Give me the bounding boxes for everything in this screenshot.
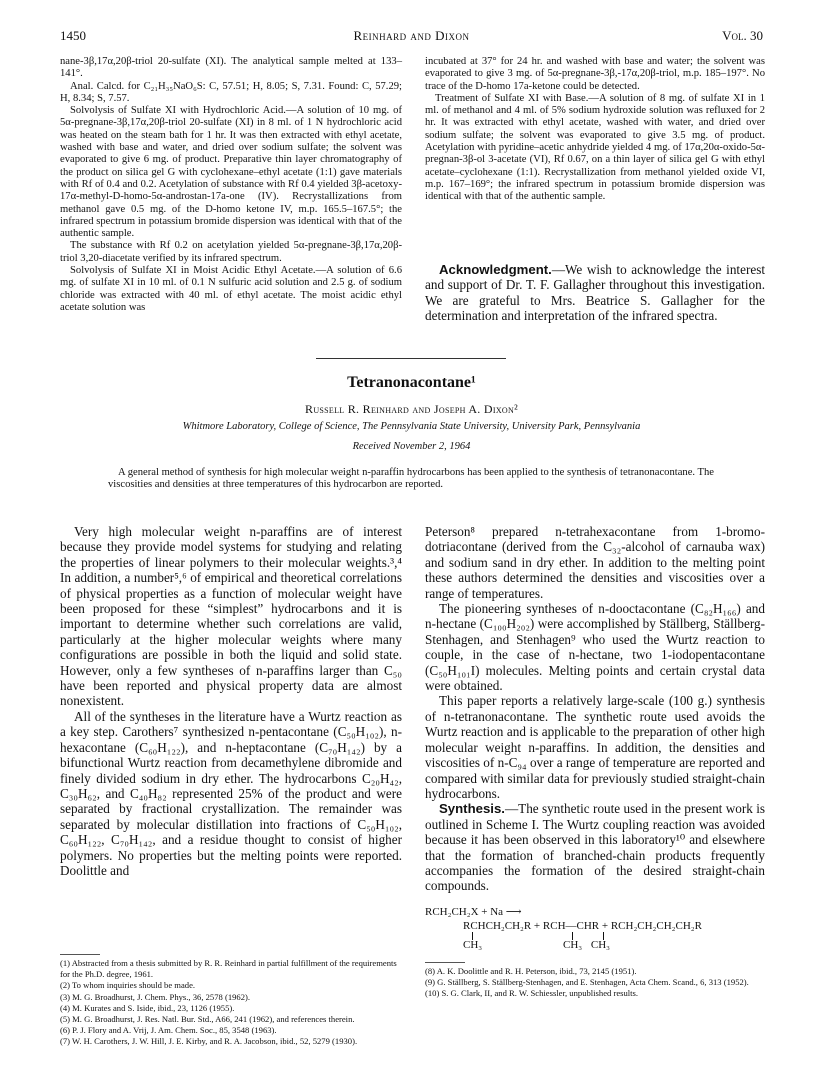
reaction-scheme [425, 906, 765, 952]
footnote: (10) S. G. Clark, II, and R. W. Schiessler, unpublished results. [425, 988, 639, 999]
body-paragraph: Very high molecular weight n-paraffins are of interest because they provide model systems for studying and relating the properties of linear polymers to their molecular weights.³,⁴ In addition, a number⁵,⁶ of empirical and theoretical correlations of physical properties as a function of molecular weight have been proposed for these “simplest” hydrocarbons and it is important to determine whether such correlations are valid, particularly at the higher molecular weights where many configurations are possible in both the liquid and solid state. However, only a few syntheses of n-paraffins larger than C₅₀ have been reported and physical property data are almost nonexistent. [60, 524, 402, 709]
acknowledgment [425, 262, 765, 324]
footnote: (5) M. G. Broadhurst, J. Res. Natl. Bur. Std., A66, 241 (1962), and references therein. [60, 1014, 355, 1025]
prev-paragraph: The substance with Rf 0.2 on acetylation yielded 5α-pregnane-3β,17α,20β-triol 3,20-diacetate verified by its infrared spectrum. [60, 240, 402, 264]
body-left-column [60, 524, 402, 878]
synthesis-heading: Synthesis. [439, 801, 505, 817]
footnote: (3) M. G. Broadhurst, J. Chem. Phys., 36, 2578 (1962). [60, 991, 251, 1002]
prev-article-right-column [425, 56, 765, 204]
volume-label: Vol. 30 [722, 28, 763, 43]
article-title: Tetranonacontane¹ [347, 374, 476, 391]
prev-article-left-column [60, 56, 402, 314]
page-number: 1450 [60, 28, 86, 43]
footnote: (8) A. K. Doolittle and R. H. Peterson, ibid., 73, 2145 (1951). [425, 966, 637, 976]
body-paragraph: Peterson⁸ prepared n-tetrahexacontane from 1-bromo-dotriacontane (derived from the C₃₂-alcohol of carnauba wax) and sodium sand in dry ether. In addition to the melting point these authors determined the densities and viscosities over a range of temperatures. [425, 524, 765, 601]
prev-paragraph: Treatment of Sulfate XI with Base.—A solution of 8 mg. of sulfate XI in 1 ml. of methanol and 4 ml. of 5% sodium hydroxide solution was refluxed for 2 hr. It was extracted with ethyl acetate, washed with water, and dried over sodium sulfate; the solvent was evaporated to give 3.5 mg. of product. Acetylation with pyridine–acetic anhydride yielded 4 mg. of 17α,20α-oxido-5α-pregnan-3β-ol 3-acetate (VI), Rf 0.67, on a thin layer of silica gel G with ethyl acetate–cyclohexane (1:1). Recrystallization from methanol yielded oxide VI, m.p. 167–169°; the infrared spectrum in potassium bromide dispersion was identical with that of the authentic sample. [425, 92, 765, 203]
prev-paragraph: Anal. Calcd. for C₂₁H₃₅NaO₆S: C, 57.51; H, 8.05; S, 7.31. Found: C, 57.29; H, 8.34; S, 7.57. [60, 80, 402, 104]
scheme-reactants: RCH₂CH₂X + Na ⟶ [425, 906, 522, 918]
footnote: (1) Abstracted from a thesis submitted by R. R. Reinhard in partial fulfillment of the requirements for the Ph.D. degree, 1961. [60, 958, 397, 980]
acknowledgment-heading: Acknowledgment. [439, 262, 552, 277]
prev-paragraph: incubated at 37° for 24 hr. and washed with base and water; the solvent was evaporated to give 3 mg. of 5α-pregnane-3β,-17α,20β-triol, m.p. 185–197°. No trace of the D-homo 17a-ketone could be detected. [425, 56, 765, 92]
prev-paragraph: Solvolysis of Sulfate XI with Hydrochloric Acid.—A solution of 10 mg. of 5α-pregnane-3β,17α,20β-triol 20-sulfate (XI) in 8 ml. of 1 N hydrochloric acid was heated on the steam bath for 1 hr. It was then extracted with ethyl acetate, washed with base and water, and dried over sodium sulfate; the solvent was evaporated to give 6 mg. of product. Preparative thin layer chromatography of the product on silica gel G with cyclohexane–ethyl acetate (1:1) gave materials with Rf of 0.4 and 0.2. Acetylation of substance with Rf 0.4 yielded 3β-acetoxy-17α-methyl-D-homo-5α-androstan-17a-one (IV). Recrystallizations from methanol gave 0.5 mg. of the D-homo ketone IV, m.p. 165.5–167.5°; the infrared spectrum in potassium bromide dispersion was identical with that of the authentic sample. [60, 105, 402, 240]
received-date: Received November 2, 1964 [352, 441, 471, 452]
article-authors: Russell R. Reinhard and Joseph A. Dixon² [305, 402, 518, 416]
scheme-products: RCHCH₂CH₂R + RCH—CHR + RCH₂CH₂CH₂CH₂R [463, 920, 702, 932]
body-paragraph: The pioneering syntheses of n-dooctacontane (C₈₂H₁₆₆) and n-hectane (C₁₀₀H₂₀₂) were accomplished by Ställberg, Ställberg-Stenhagen, and Stenhagen⁹ who used the Wurtz reaction to couple, in the case of n-hectane, two 1-iodopentacontane (C₅₀H₁₀₁I) molecules. Melting points and certain crystal data were obtained. [425, 601, 765, 694]
scheme-methyls: CH₃ CH₃ [563, 939, 610, 951]
synthesis-text: —The synthetic route used in the present work is outlined in Scheme I. The Wurtz coupling reaction was avoided because it has been observed in this laboratory¹⁰ and elsewhere that the formation of branched-chain products frequently accompanies the formation of the desired straight-chain compounds. [425, 801, 765, 894]
prev-paragraph: nane-3β,17α,20β-triol 20-sulfate (XI). The analytical sample melted at 133–141°. [60, 56, 402, 80]
body-right-column [425, 524, 765, 894]
footnote: (7) W. H. Carothers, J. W. Hill, J. E. Kirby, and R. A. Jacobson, ibid., 52, 5279 (1930). [60, 1036, 358, 1047]
abstract-text: A general method of synthesis for high molecular weight n-paraffin hydrocarbons has been applied to the synthesis of tetranonacontane. The viscosities and densities at three temperatures of this hydrocarbon are reported. [108, 467, 714, 491]
body-paragraph: This paper reports a relatively large-scale (100 g.) synthesis of n-tetranonacontane. The synthetic route used avoids the Wurtz reaction and is applicable to the preparation of other high molecular weight n-paraffins. In addition, the densities and viscosities of n-C₉₄ over a range of temperature are reported and compared with similar data for previously studied straight-chain hydrocarbons. [425, 693, 765, 801]
abstract [108, 467, 714, 492]
running-title: Reinhard and Dixon [353, 28, 470, 43]
scheme-methyl: CH₃ [463, 939, 483, 951]
footnote-rule [425, 962, 465, 963]
acknowledgment-text: —We wish to acknowledge the interest and support of Dr. T. F. Gallagher throughout this investigation. We are grateful to Mrs. Beatrice S. Gallagher for the determination and interpretation of the infrared spectra. [425, 262, 765, 324]
body-paragraph: All of the syntheses in the literature have a Wurtz reaction as a key step. Carothers⁷ synthesized n-pentacontane (C₅₀H₁₀₂), n-hexacontane (C₆₀H₁₂₂), and n-heptacontane (C₇₀H₁₄₂) by a bifunctional Wurtz reaction from decamethylene dibromide and finely divided sodium in dry ether. The hydrocarbons C₂₀H₄₂, C₃₀H₆₂, and C₄₀H₈₂ represented 25% of the product and were separated by fractional crystallization. The remainder was separated by molecular distillation into fractions of C₅₀H₁₀₂, C₆₀H₁₂₂, C₇₀H₁₄₂, and a residue thought to consist of higher polymers. No properties but the melting points were reported. Doolittle and [60, 708, 402, 878]
footnotes-right [425, 966, 765, 1000]
footnote-rule [60, 954, 100, 955]
footnote: (2) To whom inquiries should be made. [60, 980, 196, 991]
prev-paragraph: Solvolysis of Sulfate XI in Moist Acidic Ethyl Acetate.—A solution of 6.6 mg. of sulfate XI in 10 ml. of 0.1 N sulfuric acid solution and 2.5 g. of sodium chloride was extracted with 40 ml. of ethyl acetate. The moist acidic ethyl acetate solution was [60, 265, 402, 313]
section-divider [316, 358, 506, 359]
article-affiliation: Whitmore Laboratory, College of Science, The Pennsylvania State University, University Park, Pennsylvania [182, 421, 641, 432]
footnote: (9) G. Ställberg, S. Ställberg-Stenhagen, and E. Stenhagen, Acta Chem. Scand., 6, 313 (1952). [425, 977, 749, 988]
footnote: (4) M. Kurates and S. Iside, ibid., 23, 1126 (1955). [60, 1002, 235, 1013]
footnotes-left [60, 958, 402, 1048]
footnote: (6) P. J. Flory and A. Vrij, J. Am. Chem. Soc., 85, 3548 (1963). [60, 1025, 277, 1036]
